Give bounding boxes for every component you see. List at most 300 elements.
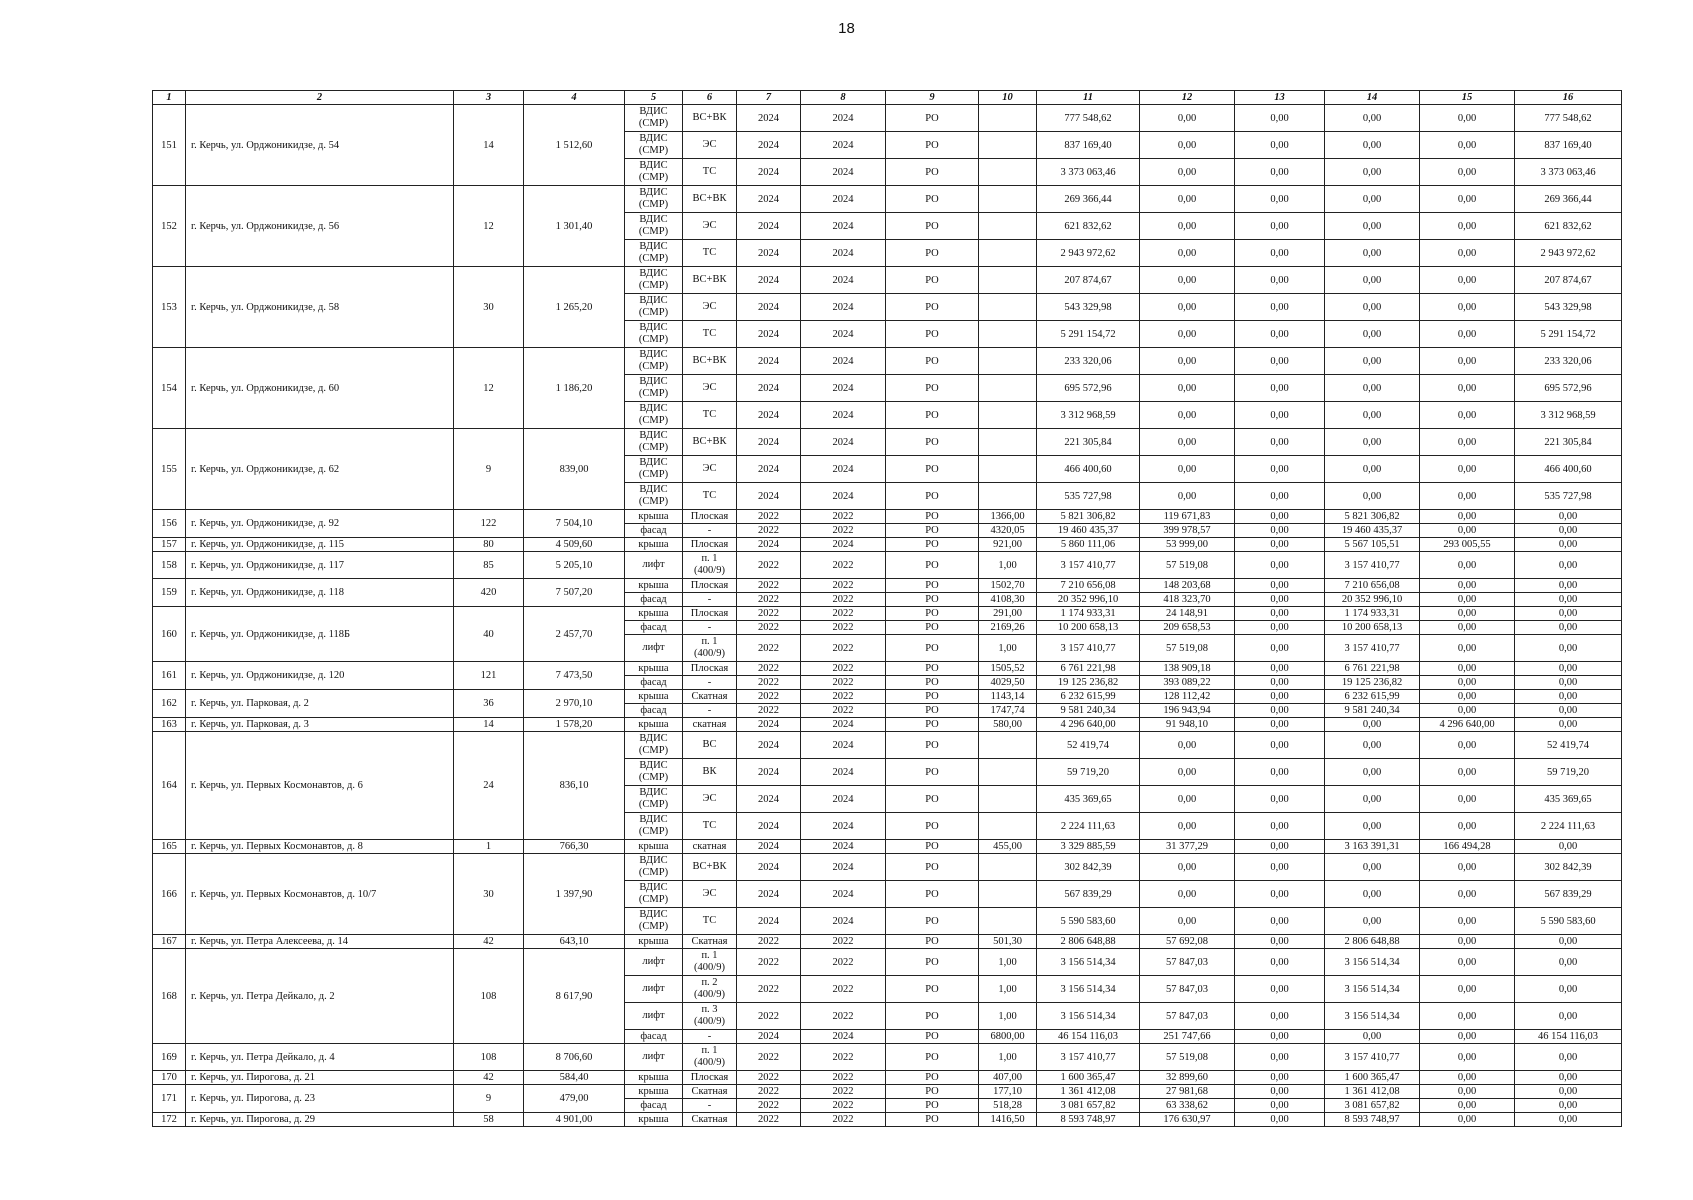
column-4-value: 8 706,60 xyxy=(524,1044,625,1071)
cost-cell-15: 0,00 xyxy=(1420,579,1515,593)
cost-cell-14: 0,00 xyxy=(1325,267,1420,294)
cost-cell-12: 251 747,66 xyxy=(1140,1030,1235,1044)
year-start: 2024 xyxy=(737,267,801,294)
row-number: 172 xyxy=(153,1113,186,1127)
cost-cell-15: 0,00 xyxy=(1420,854,1515,881)
cost-cell-14: 3 156 514,34 xyxy=(1325,1003,1420,1030)
cost-cell-16: 0,00 xyxy=(1515,690,1622,704)
volume xyxy=(979,854,1037,881)
year-end: 2022 xyxy=(801,621,886,635)
year-end: 2024 xyxy=(801,240,886,267)
cost-cell-16: 543 329,98 xyxy=(1515,294,1622,321)
cost-cell-12: 196 943,94 xyxy=(1140,704,1235,718)
work-type: лифт xyxy=(625,552,683,579)
cost-cell-13: 0,00 xyxy=(1235,321,1325,348)
work-type: ВДИС (СМР) xyxy=(625,240,683,267)
cost-cell-16: 3 373 063,46 xyxy=(1515,159,1622,186)
table-row xyxy=(153,267,1622,294)
cost-cell-15: 0,00 xyxy=(1420,949,1515,976)
cost-cell-13: 0,00 xyxy=(1235,159,1325,186)
row-number: 171 xyxy=(153,1085,186,1113)
funding-source: РО xyxy=(886,1030,979,1044)
cost-cell-16: 535 727,98 xyxy=(1515,483,1622,510)
funding-source: РО xyxy=(886,718,979,732)
year-start: 2024 xyxy=(737,840,801,854)
register-table xyxy=(152,90,1622,1127)
year-end: 2022 xyxy=(801,676,886,690)
cost-cell-13: 0,00 xyxy=(1235,813,1325,840)
cost-cell-13: 0,00 xyxy=(1235,294,1325,321)
volume: 6800,00 xyxy=(979,1030,1037,1044)
cost-cell-13: 0,00 xyxy=(1235,267,1325,294)
column-3-value: 121 xyxy=(454,662,524,690)
cost-cell-14: 3 157 410,77 xyxy=(1325,635,1420,662)
cost-cell-16: 0,00 xyxy=(1515,976,1622,1003)
volume: 1416,50 xyxy=(979,1113,1037,1127)
year-start: 2024 xyxy=(737,759,801,786)
volume: 1,00 xyxy=(979,1044,1037,1071)
cost-cell-15: 0,00 xyxy=(1420,213,1515,240)
cost-cell-15: 0,00 xyxy=(1420,524,1515,538)
year-start: 2022 xyxy=(737,510,801,524)
cost-cell-12: 0,00 xyxy=(1140,759,1235,786)
cost-cell-14: 0,00 xyxy=(1325,159,1420,186)
table-row xyxy=(153,607,1622,621)
table-row xyxy=(153,662,1622,676)
total-cost: 1 600 365,47 xyxy=(1037,1071,1140,1085)
year-end: 2024 xyxy=(801,105,886,132)
cost-cell-13: 0,00 xyxy=(1235,840,1325,854)
work-type: ВДИС (СМР) xyxy=(625,132,683,159)
cost-cell-14: 2 806 648,88 xyxy=(1325,935,1420,949)
year-start: 2024 xyxy=(737,456,801,483)
column-3-value: 30 xyxy=(454,267,524,348)
work-type: ВДИС (СМР) xyxy=(625,732,683,759)
year-end: 2022 xyxy=(801,1113,886,1127)
cost-cell-16: 777 548,62 xyxy=(1515,105,1622,132)
volume: 1,00 xyxy=(979,1003,1037,1030)
work-subtype: Скатная xyxy=(683,690,737,704)
work-type: лифт xyxy=(625,1003,683,1030)
work-subtype: ТС xyxy=(683,908,737,935)
work-type: ВДИС (СМР) xyxy=(625,429,683,456)
work-type: фасад xyxy=(625,1030,683,1044)
cost-cell-13: 0,00 xyxy=(1235,786,1325,813)
cost-cell-16: 0,00 xyxy=(1515,840,1622,854)
cost-cell-12: 57 519,08 xyxy=(1140,1044,1235,1071)
cost-cell-14: 3 156 514,34 xyxy=(1325,976,1420,1003)
cost-cell-15: 0,00 xyxy=(1420,813,1515,840)
year-start: 2024 xyxy=(737,908,801,935)
cost-cell-14: 0,00 xyxy=(1325,321,1420,348)
year-end: 2022 xyxy=(801,524,886,538)
work-type: крыша xyxy=(625,690,683,704)
work-type: ВДИС (СМР) xyxy=(625,348,683,375)
work-subtype: ВС+ВК xyxy=(683,854,737,881)
column-number: 3 xyxy=(454,91,524,105)
volume: 580,00 xyxy=(979,718,1037,732)
cost-cell-13: 0,00 xyxy=(1235,949,1325,976)
funding-source: РО xyxy=(886,267,979,294)
cost-cell-15: 0,00 xyxy=(1420,1003,1515,1030)
column-3-value: 30 xyxy=(454,854,524,935)
funding-source: РО xyxy=(886,510,979,524)
total-cost: 8 593 748,97 xyxy=(1037,1113,1140,1127)
year-start: 2022 xyxy=(737,949,801,976)
work-subtype: Плоская xyxy=(683,538,737,552)
column-4-value: 4 901,00 xyxy=(524,1113,625,1127)
table-row xyxy=(153,840,1622,854)
total-cost: 233 320,06 xyxy=(1037,348,1140,375)
column-number: 12 xyxy=(1140,91,1235,105)
cost-cell-12: 0,00 xyxy=(1140,908,1235,935)
year-start: 2024 xyxy=(737,1030,801,1044)
cost-cell-14: 0,00 xyxy=(1325,483,1420,510)
column-4-value: 643,10 xyxy=(524,935,625,949)
column-number: 9 xyxy=(886,91,979,105)
row-number: 153 xyxy=(153,267,186,348)
table-row xyxy=(153,579,1622,593)
column-3-value: 14 xyxy=(454,105,524,186)
total-cost: 20 352 996,10 xyxy=(1037,593,1140,607)
table-row xyxy=(153,1044,1622,1071)
row-number: 160 xyxy=(153,607,186,662)
year-end: 2022 xyxy=(801,510,886,524)
cost-cell-12: 57 847,03 xyxy=(1140,949,1235,976)
cost-cell-14: 0,00 xyxy=(1325,348,1420,375)
column-number-row xyxy=(153,91,1622,105)
year-end: 2022 xyxy=(801,662,886,676)
column-4-value: 1 186,20 xyxy=(524,348,625,429)
year-start: 2022 xyxy=(737,552,801,579)
row-number: 152 xyxy=(153,186,186,267)
funding-source: РО xyxy=(886,813,979,840)
cost-cell-12: 128 112,42 xyxy=(1140,690,1235,704)
cost-cell-16: 0,00 xyxy=(1515,552,1622,579)
volume xyxy=(979,402,1037,429)
cost-cell-14: 9 581 240,34 xyxy=(1325,704,1420,718)
cost-cell-15: 0,00 xyxy=(1420,1085,1515,1099)
total-cost: 3 329 885,59 xyxy=(1037,840,1140,854)
total-cost: 19 125 236,82 xyxy=(1037,676,1140,690)
volume xyxy=(979,375,1037,402)
row-number: 165 xyxy=(153,840,186,854)
year-end: 2024 xyxy=(801,1030,886,1044)
cost-cell-14: 20 352 996,10 xyxy=(1325,593,1420,607)
work-subtype: ВС+ВК xyxy=(683,429,737,456)
address: г. Керчь, ул. Петра Дейкало, д. 4 xyxy=(186,1044,454,1071)
funding-source: РО xyxy=(886,213,979,240)
cost-cell-12: 119 671,83 xyxy=(1140,510,1235,524)
work-subtype: - xyxy=(683,1030,737,1044)
funding-source: РО xyxy=(886,976,979,1003)
funding-source: РО xyxy=(886,552,979,579)
work-type: ВДИС (СМР) xyxy=(625,456,683,483)
year-end: 2024 xyxy=(801,538,886,552)
column-number: 13 xyxy=(1235,91,1325,105)
column-4-value: 8 617,90 xyxy=(524,949,625,1044)
work-type: крыша xyxy=(625,510,683,524)
funding-source: РО xyxy=(886,593,979,607)
work-subtype: ТС xyxy=(683,402,737,429)
year-end: 2024 xyxy=(801,908,886,935)
work-subtype: ТС xyxy=(683,240,737,267)
cost-cell-12: 0,00 xyxy=(1140,402,1235,429)
work-subtype: ТС xyxy=(683,159,737,186)
work-type: крыша xyxy=(625,1085,683,1099)
total-cost: 3 156 514,34 xyxy=(1037,1003,1140,1030)
funding-source: РО xyxy=(886,881,979,908)
address: г. Керчь, ул. Парковая, д. 3 xyxy=(186,718,454,732)
work-type: крыша xyxy=(625,840,683,854)
cost-cell-13: 0,00 xyxy=(1235,854,1325,881)
total-cost: 52 419,74 xyxy=(1037,732,1140,759)
cost-cell-12: 0,00 xyxy=(1140,348,1235,375)
funding-source: РО xyxy=(886,321,979,348)
cost-cell-12: 0,00 xyxy=(1140,159,1235,186)
volume xyxy=(979,321,1037,348)
funding-source: РО xyxy=(886,186,979,213)
cost-cell-16: 269 366,44 xyxy=(1515,186,1622,213)
year-start: 2022 xyxy=(737,704,801,718)
year-start: 2024 xyxy=(737,186,801,213)
work-subtype: скатная xyxy=(683,840,737,854)
year-end: 2024 xyxy=(801,159,886,186)
cost-cell-14: 0,00 xyxy=(1325,1030,1420,1044)
table-header xyxy=(153,91,1622,105)
cost-cell-16: 0,00 xyxy=(1515,635,1622,662)
funding-source: РО xyxy=(886,1044,979,1071)
cost-cell-16: 695 572,96 xyxy=(1515,375,1622,402)
cost-cell-15: 0,00 xyxy=(1420,635,1515,662)
volume: 455,00 xyxy=(979,840,1037,854)
table-row xyxy=(153,935,1622,949)
column-4-value: 584,40 xyxy=(524,1071,625,1085)
volume xyxy=(979,267,1037,294)
cost-cell-16: 59 719,20 xyxy=(1515,759,1622,786)
cost-cell-12: 0,00 xyxy=(1140,213,1235,240)
funding-source: РО xyxy=(886,240,979,267)
year-start: 2024 xyxy=(737,321,801,348)
total-cost: 2 806 648,88 xyxy=(1037,935,1140,949)
row-number: 164 xyxy=(153,732,186,840)
cost-cell-16: 0,00 xyxy=(1515,510,1622,524)
funding-source: РО xyxy=(886,690,979,704)
address: г. Керчь, ул. Орджоникидзе, д. 117 xyxy=(186,552,454,579)
table-row xyxy=(153,854,1622,881)
total-cost: 3 156 514,34 xyxy=(1037,976,1140,1003)
cost-cell-14: 19 460 435,37 xyxy=(1325,524,1420,538)
work-type: ВДИС (СМР) xyxy=(625,186,683,213)
total-cost: 6 761 221,98 xyxy=(1037,662,1140,676)
volume: 4320,05 xyxy=(979,524,1037,538)
cost-cell-13: 0,00 xyxy=(1235,704,1325,718)
work-type: ВДИС (СМР) xyxy=(625,854,683,881)
address: г. Керчь, ул. Пирогова, д. 29 xyxy=(186,1113,454,1127)
total-cost: 3 081 657,82 xyxy=(1037,1099,1140,1113)
cost-cell-13: 0,00 xyxy=(1235,718,1325,732)
cost-cell-14: 0,00 xyxy=(1325,105,1420,132)
address: г. Керчь, ул. Орджоникидзе, д. 62 xyxy=(186,429,454,510)
funding-source: РО xyxy=(886,908,979,935)
column-4-value: 7 473,50 xyxy=(524,662,625,690)
cost-cell-13: 0,00 xyxy=(1235,579,1325,593)
total-cost: 435 369,65 xyxy=(1037,786,1140,813)
total-cost: 1 361 412,08 xyxy=(1037,1085,1140,1099)
year-end: 2024 xyxy=(801,348,886,375)
work-subtype: ВС xyxy=(683,732,737,759)
cost-cell-13: 0,00 xyxy=(1235,635,1325,662)
cost-cell-16: 435 369,65 xyxy=(1515,786,1622,813)
year-start: 2024 xyxy=(737,402,801,429)
cost-cell-12: 57 847,03 xyxy=(1140,1003,1235,1030)
work-type: ВДИС (СМР) xyxy=(625,908,683,935)
cost-cell-12: 24 148,91 xyxy=(1140,607,1235,621)
total-cost: 3 157 410,77 xyxy=(1037,552,1140,579)
volume xyxy=(979,213,1037,240)
year-end: 2024 xyxy=(801,429,886,456)
funding-source: РО xyxy=(886,935,979,949)
cost-cell-16: 0,00 xyxy=(1515,662,1622,676)
address: г. Керчь, ул. Петра Алексеева, д. 14 xyxy=(186,935,454,949)
total-cost: 269 366,44 xyxy=(1037,186,1140,213)
work-subtype: Плоская xyxy=(683,510,737,524)
cost-cell-13: 0,00 xyxy=(1235,483,1325,510)
cost-cell-16: 0,00 xyxy=(1515,1113,1622,1127)
row-number: 159 xyxy=(153,579,186,607)
year-start: 2024 xyxy=(737,732,801,759)
work-subtype: Плоская xyxy=(683,579,737,593)
address: г. Керчь, ул. Пирогова, д. 21 xyxy=(186,1071,454,1085)
year-end: 2022 xyxy=(801,690,886,704)
year-start: 2024 xyxy=(737,240,801,267)
row-number: 151 xyxy=(153,105,186,186)
column-number: 8 xyxy=(801,91,886,105)
year-end: 2022 xyxy=(801,635,886,662)
year-start: 2022 xyxy=(737,607,801,621)
cost-cell-16: 0,00 xyxy=(1515,1085,1622,1099)
year-start: 2024 xyxy=(737,881,801,908)
cost-cell-14: 0,00 xyxy=(1325,908,1420,935)
cost-cell-15: 0,00 xyxy=(1420,456,1515,483)
total-cost: 2 943 972,62 xyxy=(1037,240,1140,267)
cost-cell-15: 0,00 xyxy=(1420,132,1515,159)
funding-source: РО xyxy=(886,105,979,132)
year-start: 2022 xyxy=(737,635,801,662)
work-type: лифт xyxy=(625,635,683,662)
cost-cell-12: 0,00 xyxy=(1140,375,1235,402)
cost-cell-13: 0,00 xyxy=(1235,935,1325,949)
cost-cell-14: 0,00 xyxy=(1325,213,1420,240)
cost-cell-13: 0,00 xyxy=(1235,593,1325,607)
address: г. Керчь, ул. Орджоникидзе, д. 118 xyxy=(186,579,454,607)
cost-cell-12: 27 981,68 xyxy=(1140,1085,1235,1099)
year-start: 2024 xyxy=(737,718,801,732)
column-number: 15 xyxy=(1420,91,1515,105)
row-number: 155 xyxy=(153,429,186,510)
cost-cell-16: 302 842,39 xyxy=(1515,854,1622,881)
cost-cell-14: 3 156 514,34 xyxy=(1325,949,1420,976)
cost-cell-13: 0,00 xyxy=(1235,524,1325,538)
work-type: ВДИС (СМР) xyxy=(625,402,683,429)
column-number: 1 xyxy=(153,91,186,105)
cost-cell-15: 0,00 xyxy=(1420,607,1515,621)
cost-cell-14: 5 567 105,51 xyxy=(1325,538,1420,552)
work-type: фасад xyxy=(625,524,683,538)
cost-cell-13: 0,00 xyxy=(1235,1044,1325,1071)
funding-source: РО xyxy=(886,635,979,662)
cost-cell-12: 0,00 xyxy=(1140,267,1235,294)
column-4-value: 1 265,20 xyxy=(524,267,625,348)
cost-cell-15: 0,00 xyxy=(1420,662,1515,676)
work-type: фасад xyxy=(625,593,683,607)
work-subtype: ВС+ВК xyxy=(683,348,737,375)
row-number: 161 xyxy=(153,662,186,690)
volume: 1,00 xyxy=(979,976,1037,1003)
cost-cell-12: 0,00 xyxy=(1140,881,1235,908)
cost-cell-13: 0,00 xyxy=(1235,429,1325,456)
cost-cell-15: 4 296 640,00 xyxy=(1420,718,1515,732)
volume xyxy=(979,159,1037,186)
cost-cell-13: 0,00 xyxy=(1235,510,1325,524)
year-start: 2024 xyxy=(737,213,801,240)
cost-cell-12: 32 899,60 xyxy=(1140,1071,1235,1085)
year-end: 2022 xyxy=(801,1003,886,1030)
cost-cell-14: 0,00 xyxy=(1325,732,1420,759)
year-end: 2024 xyxy=(801,267,886,294)
column-number: 10 xyxy=(979,91,1037,105)
column-number: 5 xyxy=(625,91,683,105)
work-type: ВДИС (СМР) xyxy=(625,483,683,510)
work-type: ВДИС (СМР) xyxy=(625,813,683,840)
cost-cell-16: 567 839,29 xyxy=(1515,881,1622,908)
total-cost: 543 329,98 xyxy=(1037,294,1140,321)
table-row xyxy=(153,1113,1622,1127)
address: г. Керчь, ул. Орджоникидзе, д. 115 xyxy=(186,538,454,552)
funding-source: РО xyxy=(886,786,979,813)
cost-cell-16: 0,00 xyxy=(1515,704,1622,718)
cost-cell-16: 466 400,60 xyxy=(1515,456,1622,483)
funding-source: РО xyxy=(886,1085,979,1099)
year-start: 2022 xyxy=(737,1113,801,1127)
table-row xyxy=(153,186,1622,213)
address: г. Керчь, ул. Первых Космонавтов, д. 8 xyxy=(186,840,454,854)
work-subtype: - xyxy=(683,676,737,690)
funding-source: РО xyxy=(886,375,979,402)
year-start: 2022 xyxy=(737,690,801,704)
column-4-value: 7 504,10 xyxy=(524,510,625,538)
work-subtype: п. 3 (400/9) xyxy=(683,1003,737,1030)
table-row xyxy=(153,552,1622,579)
column-3-value: 9 xyxy=(454,1085,524,1113)
work-subtype: Скатная xyxy=(683,1085,737,1099)
total-cost: 59 719,20 xyxy=(1037,759,1140,786)
cost-cell-13: 0,00 xyxy=(1235,676,1325,690)
year-start: 2024 xyxy=(737,854,801,881)
funding-source: РО xyxy=(886,607,979,621)
year-start: 2024 xyxy=(737,538,801,552)
year-end: 2024 xyxy=(801,840,886,854)
cost-cell-13: 0,00 xyxy=(1235,240,1325,267)
cost-cell-12: 399 978,57 xyxy=(1140,524,1235,538)
cost-cell-15: 0,00 xyxy=(1420,593,1515,607)
table-row xyxy=(153,348,1622,375)
cost-cell-12: 0,00 xyxy=(1140,854,1235,881)
year-end: 2022 xyxy=(801,976,886,1003)
year-end: 2024 xyxy=(801,813,886,840)
cost-cell-15: 0,00 xyxy=(1420,690,1515,704)
work-type: лифт xyxy=(625,976,683,1003)
